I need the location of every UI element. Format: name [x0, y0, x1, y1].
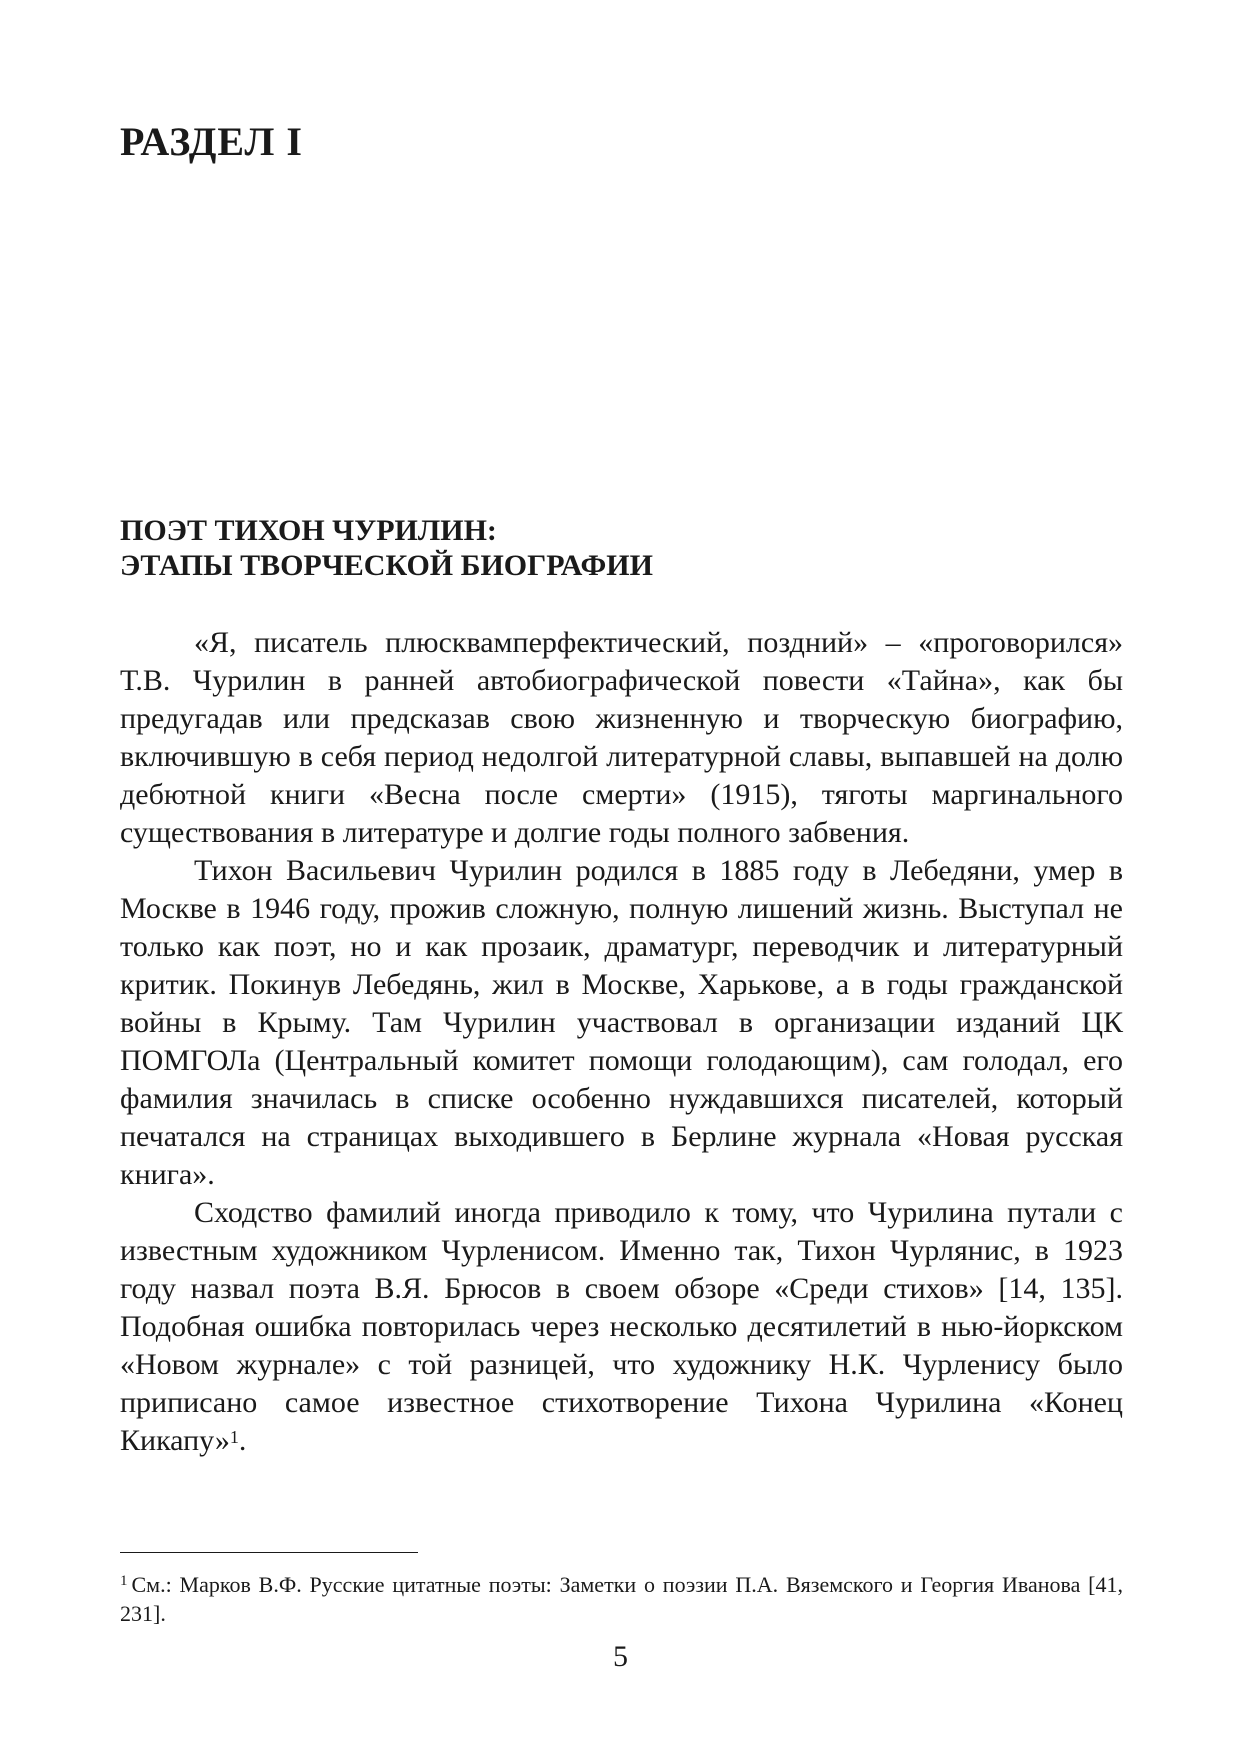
article-title-line-1: ПОЭТ ТИХОН ЧУРИЛИН: [120, 514, 497, 547]
section-title: РАЗДЕЛ I [120, 119, 303, 164]
paragraph-2: Тихон Васильевич Чурилин родился в 1885 году в Лебедяни, умер в Москве в 1946 году, прожив сложную, полную лишений жизнь. Выступал не только как поэт, но и как прозаик, драматург, переводчик и литературный критик. Покинув Лебедянь, жил в Москве, Харькове, а в годы гражданской войны в Крыму. Там Чурилин участвовал в организации изданий ЦК ПОМГОЛа (Центральный комитет помощи голодающим), сам голодал, его фамилия значилась в списке особенно нуждавшихся писателей, который печатался на страницах выходившего в Берлине журнала «Новая русская книга». [120, 854, 1123, 1191]
paragraph-1: «Я, писатель плюсквамперфектический, поздний» – «проговорился» Т.В. Чурилин в ранней автобиографической повести «Тайна», как бы предугадав или предсказав свою жизненную и творческую биографию, включившую в себя период недолгой литературной славы, выпавшей на долю дебютной книги «Весна после смерти» (1915), тяготы маргинального существования в литературе и долгие годы полного забвения. [120, 626, 1123, 849]
footnote [120, 1570, 1123, 1628]
paragraph-3 [120, 1194, 1123, 1460]
paragraph-3-end: . [238, 1424, 247, 1457]
article-title-line-2: ЭТАПЫ ТВОРЧЕСКОЙ БИОГРАФИИ [120, 549, 653, 582]
footnote-divider [120, 1552, 418, 1553]
footnote-text: См.: Марков В.Ф. Русские цитатные поэты: Заметки о поэзии П.А. Вяземского и Георгия Иванова [41, 231]. [120, 1572, 1123, 1626]
footnote-marker: 1 [120, 1573, 128, 1589]
footnote-reference[interactable]: 1 [229, 1427, 239, 1447]
article-title [120, 513, 653, 583]
article-body [120, 624, 1123, 1460]
paragraph-3-text: Сходство фамилий иногда приводило к тому, что Чурилина путали с известным художником Чурленисом. Именно так, Тихон Чурлянис, в 1923 году назвал поэта В.Я. Брюсов в своем обзоре «Среди стихов» [14, 135]. Подобная ошибка повторилась через несколько десятилетий в нью-йоркском «Новом журнале» с той разницей, что художнику Н.К. Чурленису было приписано самое известное стихотворение Тихона Чурилина «Конец Кикапу» [120, 1196, 1123, 1457]
page-number: 5 [613, 1640, 628, 1673]
